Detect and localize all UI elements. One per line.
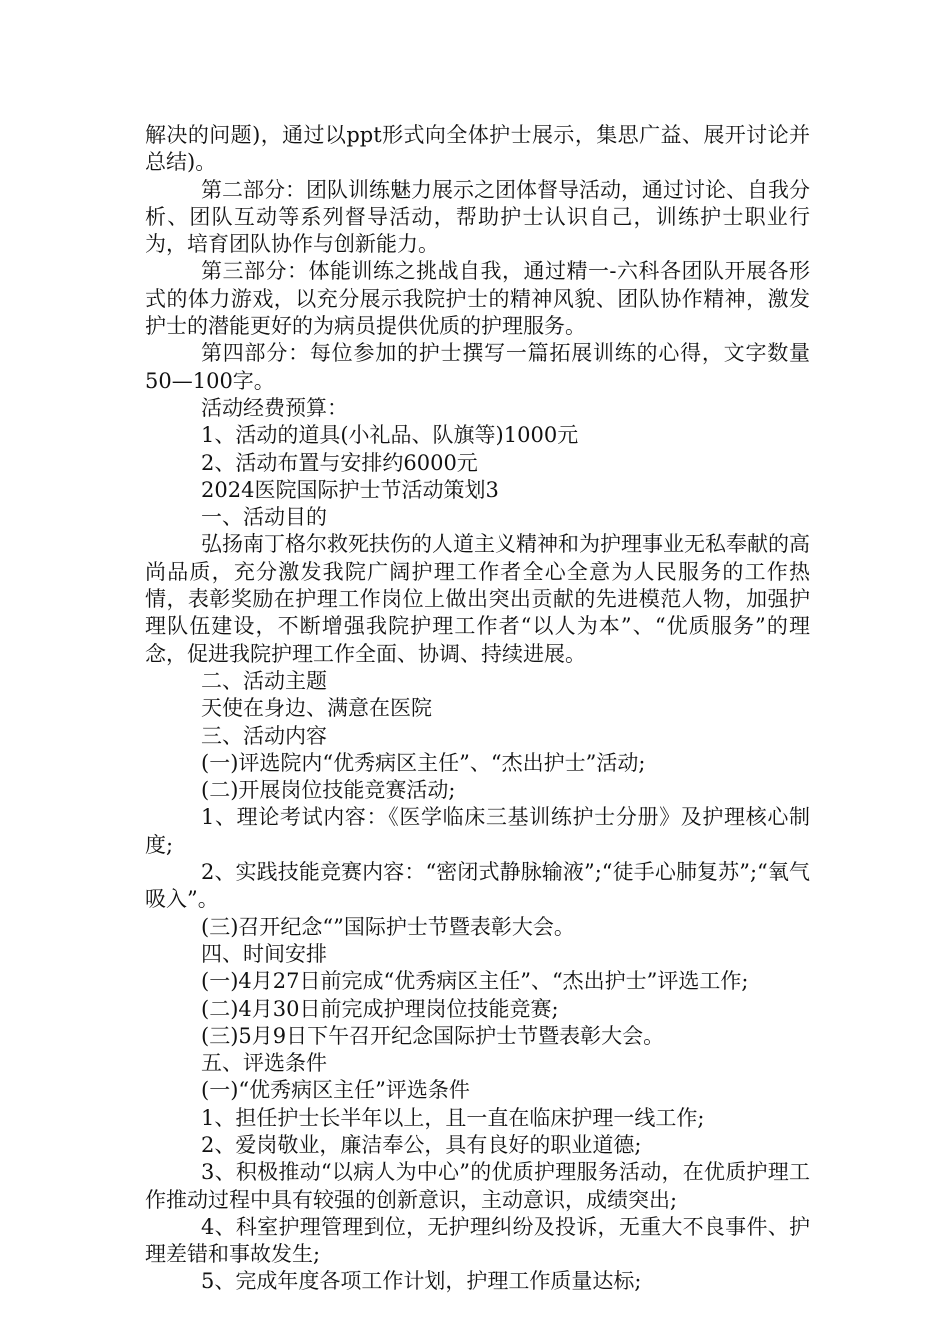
list-item: 2、实践技能竞赛内容：“密闭式静脉输液”;“徒手心肺复苏”;“氧气吸入”。 bbox=[145, 860, 810, 912]
paragraph: 第四部分：每位参加的护士撰写一篇拓展训练的心得，文字数量50—100字。 bbox=[145, 341, 810, 393]
list-item: 2、活动布置与安排约6000元 bbox=[201, 450, 478, 475]
section-title: 2024医院国际护士节活动策划3 bbox=[201, 477, 499, 502]
paragraph: 天使在身边、满意在医院 bbox=[201, 696, 432, 721]
list-item: 1、理论考试内容：《医学临床三基训练护士分册》及护理核心制度; bbox=[145, 805, 810, 857]
list-item: 3、积极推动“以病人为中心”的优质护理服务活动，在优质护理工作推动过程中具有较强的创新意识，主动意识，成绩突出; bbox=[145, 1160, 810, 1212]
document-page bbox=[145, 122, 810, 1296]
paragraph: 第三部分：体能训练之挑战自我，通过精一-六科各团队开展各形式的体力游戏，以充分展示我院护士的精神风貌、团队协作精神，激发护士的潜能更好的为病员提供优质的护理服务。 bbox=[145, 259, 810, 339]
list-item: (一)4月27日前完成“优秀病区主任”、“杰出护士”评选工作; bbox=[201, 969, 749, 994]
list-item: (三)5月9日下午召开纪念国际护士节暨表彰大会。 bbox=[201, 1023, 665, 1048]
list-item: 1、活动的道具(小礼品、队旗等)1000元 bbox=[201, 423, 579, 448]
list-item: 2、爱岗敬业，廉洁奉公，具有良好的职业道德; bbox=[201, 1132, 642, 1157]
budget-heading: 活动经费预算： bbox=[201, 395, 348, 420]
list-item: (三)召开纪念“”国际护士节暨表彰大会。 bbox=[201, 914, 575, 939]
list-item: (二)开展岗位技能竞赛活动; bbox=[201, 778, 456, 803]
paragraph: 第二部分：团队训练魅力展示之团体督导活动，通过讨论、自我分析、团队互动等系列督导活动，帮助护士认识自己，训练护士职业行为，培育团队协作与创新能力。 bbox=[145, 177, 810, 257]
paragraph: 弘扬南丁格尔救死扶伤的人道主义精神和为护理事业无私奉献的高尚品质，充分激发我院广阔护理工作者全心全意为人民服务的工作热情，表彰奖励在护理工作岗位上做出突出贡献的先进模范人物，加强护理队伍建设，不断增强我院护理工作者“以人为本”、“优质服务”的理念，促进我院护理工作全面、协调、持续进展。 bbox=[145, 532, 810, 666]
section-heading: 一、活动目的 bbox=[201, 505, 327, 530]
list-item: (二)4月30日前完成护理岗位技能竞赛; bbox=[201, 996, 559, 1021]
subsection-heading: (一)“优秀病区主任”评选条件 bbox=[201, 1078, 470, 1103]
list-item: (一)评选院内“优秀病区主任”、“杰出护士”活动; bbox=[201, 750, 646, 775]
list-item: 4、科室护理管理到位，无护理纠纷及投诉，无重大不良事件、护理差错和事故发生; bbox=[145, 1214, 810, 1267]
list-item: 1、担任护士长半年以上，且一直在临床护理一线工作; bbox=[201, 1105, 705, 1130]
section-heading: 五、评选条件 bbox=[201, 1051, 327, 1076]
section-heading: 四、时间安排 bbox=[201, 941, 327, 966]
list-item: 5、完成年度各项工作计划，护理工作质量达标; bbox=[201, 1269, 642, 1294]
section-heading: 三、活动内容 bbox=[201, 723, 327, 748]
paragraph: 解决的问题)，通过以ppt形式向全体护士展示，集思广益、展开讨论并总结)。 bbox=[145, 123, 810, 175]
section-heading: 二、活动主题 bbox=[201, 668, 327, 693]
